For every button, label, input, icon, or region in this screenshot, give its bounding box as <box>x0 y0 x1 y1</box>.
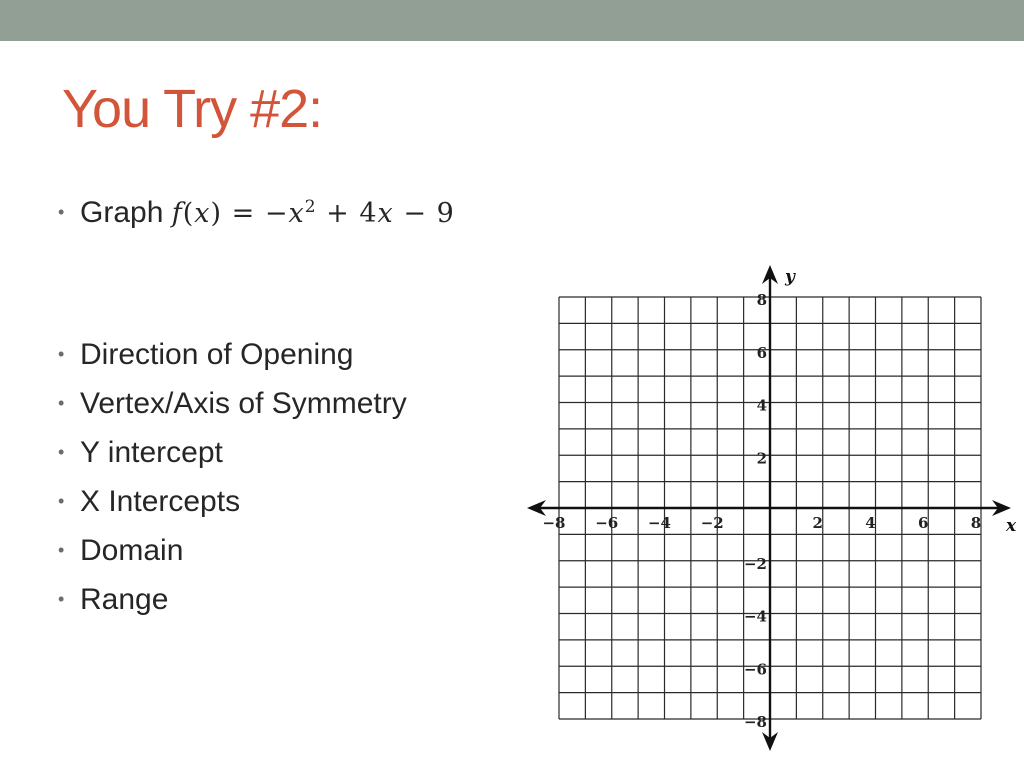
x-tick-label: −6 <box>595 514 619 532</box>
x-tick-label: 2 <box>812 514 823 532</box>
bullet-dot-icon: • <box>58 202 65 222</box>
top-accent-bar <box>0 0 1024 41</box>
bullet-dot-icon: • <box>58 442 65 462</box>
bullet-direction-of-opening: • Direction of Opening <box>58 338 354 371</box>
x-tick-label: −4 <box>647 514 672 532</box>
graph-bullet <box>58 189 455 232</box>
bullet-dot-icon: • <box>58 393 65 413</box>
bullet-dot-icon: • <box>58 540 65 560</box>
x-axis-label: x <box>1006 516 1017 536</box>
bullet-domain: • Domain <box>58 534 184 567</box>
y-tick-label: −8 <box>743 713 767 731</box>
x-tick-label: −8 <box>542 514 566 532</box>
x-tick-label: 6 <box>918 514 929 532</box>
coordinate-grid <box>520 258 1020 758</box>
bullet-vertex-axis: • Vertex/Axis of Symmetry <box>58 387 407 420</box>
y-tick-label: 8 <box>756 291 767 309</box>
x-tick-label: −2 <box>700 514 724 532</box>
y-tick-label: −2 <box>743 554 767 573</box>
bullet-x-intercepts: • X Intercepts <box>58 485 241 518</box>
bullet-dot-icon: • <box>58 344 65 364</box>
bullet-range: • Range <box>58 583 169 616</box>
x-tick-label: 8 <box>970 514 982 532</box>
y-tick-label: 4 <box>756 396 767 415</box>
y-tick-label: −4 <box>743 607 767 626</box>
bullet-dot-icon: • <box>58 589 65 609</box>
function-equation: $f(x) = -x^2 + 4x - 9$ <box>171 197 455 229</box>
bullet-dot-icon: • <box>58 491 65 511</box>
y-tick-label: 2 <box>756 449 767 468</box>
x-tick-label: 4 <box>865 514 876 532</box>
slide-title: You Try #2: <box>62 79 323 139</box>
y-tick-label: −6 <box>743 660 767 679</box>
y-axis-label: y <box>785 267 795 287</box>
y-tick-label: 6 <box>756 343 767 362</box>
bullet-y-intercept: • Y intercept <box>58 436 223 469</box>
graph-label: Graph <box>80 196 164 229</box>
